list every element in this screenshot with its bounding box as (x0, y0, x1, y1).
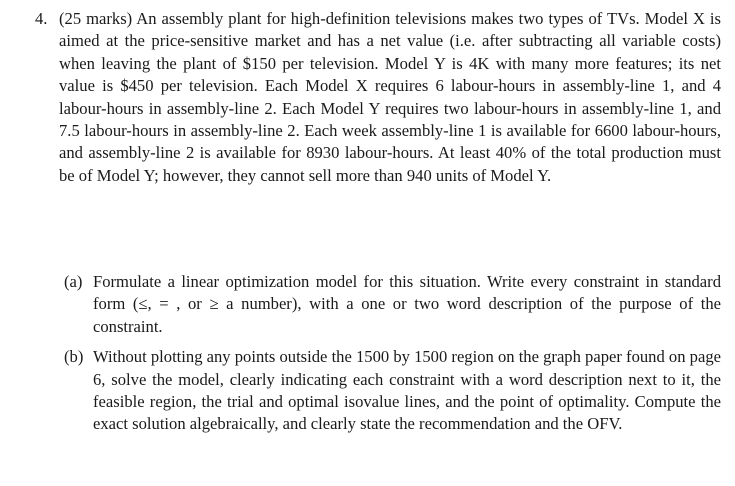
part-b-label: (b) (64, 347, 84, 367)
question-parts (64, 271, 721, 436)
part-a-text: Formulate a linear optimization model for this situation. Write every constraint in standard form (≤, = , or ≥ a number), with a one or two word description of the purpose of the constraint. (93, 272, 721, 336)
part-a-label: (a) (64, 272, 83, 291)
question-text: (25 marks) An assembly plant for high-definition televisions makes two types of TVs. Model X is aimed at the price-sensitive market and has a net value (i.e. after subtracting all variable costs) when leaving the plant of $150 per television. Model Y is 4K with many more features; its net value is $450 per television. Each Model X requires 6 labour-hours in assembly-line 1, and 4 labour-hours in assembly-line 2. Each Model Y requires two labour-hours in assembly-line 1, and 7.5 labour-hours in assembly-line 2. Each week assembly-line 1 is available for 6600 labour-hours, and assembly-line 2 is available for 8930 labour-hours. At least 40% of the total production must be of Model Y; however, they cannot sell more than 940 units of Model Y. (59, 9, 721, 185)
question-4 (35, 8, 721, 187)
part-b (64, 346, 721, 436)
part-a (64, 271, 721, 338)
question-number: 4. (35, 9, 48, 28)
part-b-text: Without plotting any points outside the 1500 by 1500 region on the graph paper found on page 6, solve the model, clearly indicating each constraint with a word description next to it, the feasible region, the trial and optimal isovalue lines, and the point of optimality. Compute the exact solution algebraically, and clearly state the recommendation and the OFV. (93, 347, 721, 434)
